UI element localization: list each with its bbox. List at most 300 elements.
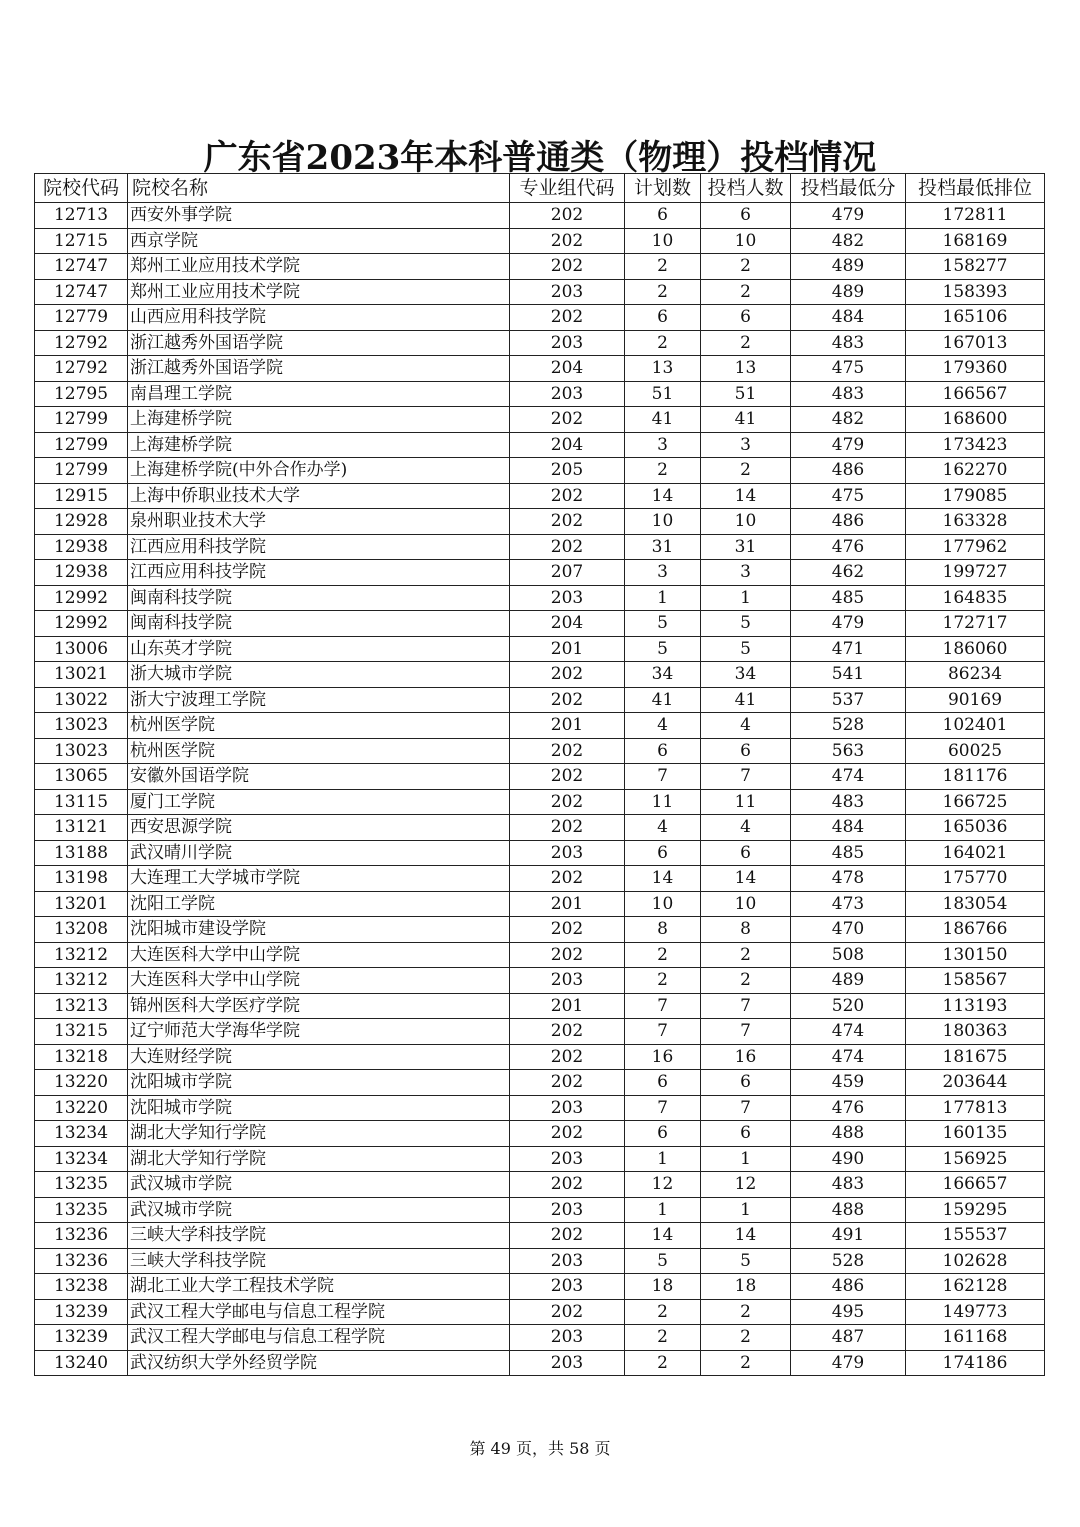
cell-min-score: 471 <box>791 636 906 662</box>
cell-name: 江西应用科技学院 <box>128 560 510 586</box>
col-header-plan: 计划数 <box>625 174 701 203</box>
table-row <box>35 636 1045 662</box>
cell-group: 202 <box>510 815 625 841</box>
col-header-min-rank: 投档最低排位 <box>906 174 1045 203</box>
cell-min-score: 528 <box>791 713 906 739</box>
cell-name: 江西应用科技学院 <box>128 534 510 560</box>
cell-name: 上海建桥学院 <box>128 407 510 433</box>
cell-min-rank: 186766 <box>906 917 1045 943</box>
cell-admitted: 7 <box>701 1095 791 1121</box>
cell-code: 12799 <box>35 458 128 484</box>
cell-code: 13240 <box>35 1350 128 1376</box>
cell-code: 13212 <box>35 968 128 994</box>
cell-min-score: 473 <box>791 891 906 917</box>
cell-min-rank: 168600 <box>906 407 1045 433</box>
cell-plan: 2 <box>625 1299 701 1325</box>
cell-min-score: 479 <box>791 203 906 229</box>
cell-name: 沈阳城市建设学院 <box>128 917 510 943</box>
cell-name: 南昌理工学院 <box>128 381 510 407</box>
cell-group: 201 <box>510 993 625 1019</box>
cell-name: 大连医科大学中山学院 <box>128 968 510 994</box>
cell-admitted: 2 <box>701 1299 791 1325</box>
cell-min-score: 486 <box>791 1274 906 1300</box>
cell-min-rank: 168169 <box>906 228 1045 254</box>
table-row <box>35 534 1045 560</box>
cell-admitted: 2 <box>701 942 791 968</box>
cell-group: 203 <box>510 330 625 356</box>
cell-admitted: 4 <box>701 713 791 739</box>
cell-code: 13234 <box>35 1146 128 1172</box>
cell-code: 13021 <box>35 662 128 688</box>
cell-group: 202 <box>510 942 625 968</box>
table-row <box>35 1248 1045 1274</box>
cell-min-rank: 113193 <box>906 993 1045 1019</box>
cell-admitted: 2 <box>701 968 791 994</box>
cell-min-score: 537 <box>791 687 906 713</box>
cell-group: 203 <box>510 381 625 407</box>
cell-code: 13208 <box>35 917 128 943</box>
cell-plan: 6 <box>625 1070 701 1096</box>
cell-group: 201 <box>510 713 625 739</box>
cell-admitted: 18 <box>701 1274 791 1300</box>
cell-name: 武汉工程大学邮电与信息工程学院 <box>128 1299 510 1325</box>
cell-admitted: 2 <box>701 330 791 356</box>
cell-group: 202 <box>510 1223 625 1249</box>
cell-code: 12795 <box>35 381 128 407</box>
table-row <box>35 407 1045 433</box>
cell-min-score: 488 <box>791 1121 906 1147</box>
table-row <box>35 1172 1045 1198</box>
cell-group: 203 <box>510 279 625 305</box>
col-header-admitted: 投档人数 <box>701 174 791 203</box>
col-header-min-score: 投档最低分 <box>791 174 906 203</box>
table-header-row <box>35 174 1045 203</box>
cell-name: 上海建桥学院 <box>128 432 510 458</box>
cell-plan: 18 <box>625 1274 701 1300</box>
cell-name: 大连理工大学城市学院 <box>128 866 510 892</box>
cell-plan: 16 <box>625 1044 701 1070</box>
cell-admitted: 2 <box>701 279 791 305</box>
cell-plan: 8 <box>625 917 701 943</box>
cell-admitted: 31 <box>701 534 791 560</box>
cell-min-score: 476 <box>791 534 906 560</box>
cell-min-score: 489 <box>791 254 906 280</box>
table-row <box>35 509 1045 535</box>
cell-name: 西安思源学院 <box>128 815 510 841</box>
cell-min-rank: 167013 <box>906 330 1045 356</box>
cell-code: 13220 <box>35 1070 128 1096</box>
table-row <box>35 1325 1045 1351</box>
cell-plan: 2 <box>625 330 701 356</box>
cell-group: 203 <box>510 1146 625 1172</box>
cell-admitted: 14 <box>701 866 791 892</box>
table-row <box>35 1019 1045 1045</box>
cell-group: 203 <box>510 1274 625 1300</box>
table-row <box>35 1121 1045 1147</box>
cell-plan: 2 <box>625 1325 701 1351</box>
cell-code: 12747 <box>35 254 128 280</box>
cell-admitted: 13 <box>701 356 791 382</box>
cell-min-score: 479 <box>791 432 906 458</box>
cell-admitted: 16 <box>701 1044 791 1070</box>
cell-name: 山西应用科技学院 <box>128 305 510 331</box>
cell-plan: 31 <box>625 534 701 560</box>
cell-plan: 5 <box>625 636 701 662</box>
cell-min-score: 474 <box>791 764 906 790</box>
cell-admitted: 6 <box>701 203 791 229</box>
cell-group: 201 <box>510 636 625 662</box>
cell-code: 12713 <box>35 203 128 229</box>
cell-min-score: 508 <box>791 942 906 968</box>
cell-min-rank: 172811 <box>906 203 1045 229</box>
cell-group: 202 <box>510 509 625 535</box>
cell-plan: 41 <box>625 407 701 433</box>
cell-plan: 41 <box>625 687 701 713</box>
cell-min-rank: 158567 <box>906 968 1045 994</box>
cell-min-rank: 162128 <box>906 1274 1045 1300</box>
cell-min-rank: 166657 <box>906 1172 1045 1198</box>
cell-plan: 7 <box>625 1095 701 1121</box>
cell-min-rank: 180363 <box>906 1019 1045 1045</box>
cell-min-rank: 60025 <box>906 738 1045 764</box>
cell-min-score: 479 <box>791 611 906 637</box>
cell-admitted: 3 <box>701 432 791 458</box>
cell-code: 12799 <box>35 432 128 458</box>
cell-plan: 10 <box>625 509 701 535</box>
table-row <box>35 815 1045 841</box>
cell-code: 13188 <box>35 840 128 866</box>
cell-plan: 2 <box>625 458 701 484</box>
cell-admitted: 2 <box>701 254 791 280</box>
cell-name: 杭州医学院 <box>128 738 510 764</box>
cell-admitted: 41 <box>701 407 791 433</box>
cell-code: 13220 <box>35 1095 128 1121</box>
cell-plan: 51 <box>625 381 701 407</box>
cell-name: 辽宁师范大学海华学院 <box>128 1019 510 1045</box>
cell-code: 13236 <box>35 1223 128 1249</box>
table-row <box>35 1044 1045 1070</box>
cell-name: 沈阳城市学院 <box>128 1095 510 1121</box>
cell-min-score: 482 <box>791 228 906 254</box>
cell-min-rank: 181675 <box>906 1044 1045 1070</box>
cell-code: 13238 <box>35 1274 128 1300</box>
cell-min-score: 486 <box>791 509 906 535</box>
cell-name: 武汉城市学院 <box>128 1172 510 1198</box>
cell-plan: 3 <box>625 560 701 586</box>
cell-plan: 13 <box>625 356 701 382</box>
cell-min-score: 484 <box>791 815 906 841</box>
cell-min-score: 483 <box>791 381 906 407</box>
cell-min-rank: 158393 <box>906 279 1045 305</box>
cell-group: 202 <box>510 483 625 509</box>
cell-admitted: 6 <box>701 305 791 331</box>
cell-min-rank: 86234 <box>906 662 1045 688</box>
cell-min-score: 483 <box>791 789 906 815</box>
cell-min-score: 479 <box>791 1350 906 1376</box>
cell-code: 13212 <box>35 942 128 968</box>
table-row <box>35 228 1045 254</box>
cell-name: 郑州工业应用技术学院 <box>128 254 510 280</box>
cell-code: 13218 <box>35 1044 128 1070</box>
table-row <box>35 993 1045 1019</box>
cell-min-score: 483 <box>791 1172 906 1198</box>
cell-code: 13213 <box>35 993 128 1019</box>
cell-code: 12715 <box>35 228 128 254</box>
cell-plan: 1 <box>625 585 701 611</box>
cell-plan: 14 <box>625 483 701 509</box>
cell-name: 浙江越秀外国语学院 <box>128 330 510 356</box>
cell-min-score: 474 <box>791 1019 906 1045</box>
table-row <box>35 1274 1045 1300</box>
cell-min-rank: 166725 <box>906 789 1045 815</box>
cell-code: 12747 <box>35 279 128 305</box>
admission-table <box>34 173 1045 1376</box>
cell-min-rank: 162270 <box>906 458 1045 484</box>
cell-group: 202 <box>510 866 625 892</box>
cell-admitted: 11 <box>701 789 791 815</box>
cell-plan: 6 <box>625 738 701 764</box>
cell-admitted: 41 <box>701 687 791 713</box>
cell-min-score: 478 <box>791 866 906 892</box>
cell-code: 12799 <box>35 407 128 433</box>
cell-plan: 4 <box>625 815 701 841</box>
cell-name: 武汉晴川学院 <box>128 840 510 866</box>
cell-min-score: 485 <box>791 840 906 866</box>
cell-min-rank: 102401 <box>906 713 1045 739</box>
cell-group: 204 <box>510 432 625 458</box>
cell-group: 202 <box>510 789 625 815</box>
cell-min-score: 482 <box>791 407 906 433</box>
cell-min-rank: 181176 <box>906 764 1045 790</box>
cell-name: 武汉工程大学邮电与信息工程学院 <box>128 1325 510 1351</box>
table-row <box>35 738 1045 764</box>
cell-min-rank: 174186 <box>906 1350 1045 1376</box>
cell-group: 202 <box>510 687 625 713</box>
cell-plan: 14 <box>625 1223 701 1249</box>
cell-name: 上海中侨职业技术大学 <box>128 483 510 509</box>
cell-plan: 4 <box>625 713 701 739</box>
table-row <box>35 866 1045 892</box>
cell-code: 13215 <box>35 1019 128 1045</box>
cell-min-rank: 177962 <box>906 534 1045 560</box>
table-row <box>35 585 1045 611</box>
cell-code: 12792 <box>35 356 128 382</box>
cell-name: 三峡大学科技学院 <box>128 1223 510 1249</box>
cell-group: 202 <box>510 738 625 764</box>
cell-name: 湖北工业大学工程技术学院 <box>128 1274 510 1300</box>
table-row <box>35 1070 1045 1096</box>
table-row <box>35 1223 1045 1249</box>
cell-min-score: 475 <box>791 356 906 382</box>
cell-admitted: 6 <box>701 738 791 764</box>
cell-name: 武汉城市学院 <box>128 1197 510 1223</box>
cell-min-score: 528 <box>791 1248 906 1274</box>
cell-name: 安徽外国语学院 <box>128 764 510 790</box>
table-row <box>35 279 1045 305</box>
cell-min-rank: 175770 <box>906 866 1045 892</box>
cell-min-rank: 160135 <box>906 1121 1045 1147</box>
cell-admitted: 4 <box>701 815 791 841</box>
cell-min-rank: 172717 <box>906 611 1045 637</box>
cell-code: 12992 <box>35 611 128 637</box>
col-header-group: 专业组代码 <box>510 174 625 203</box>
cell-min-rank: 156925 <box>906 1146 1045 1172</box>
cell-group: 202 <box>510 407 625 433</box>
cell-name: 泉州职业技术大学 <box>128 509 510 535</box>
cell-plan: 6 <box>625 305 701 331</box>
cell-code: 13239 <box>35 1299 128 1325</box>
cell-admitted: 5 <box>701 1248 791 1274</box>
cell-plan: 14 <box>625 866 701 892</box>
page-title: 广东省2023年本科普通类（物理）投档情况 <box>203 138 877 178</box>
cell-min-rank: 179085 <box>906 483 1045 509</box>
cell-min-score: 483 <box>791 330 906 356</box>
cell-min-rank: 186060 <box>906 636 1045 662</box>
cell-code: 13006 <box>35 636 128 662</box>
cell-name: 大连医科大学中山学院 <box>128 942 510 968</box>
cell-min-score: 476 <box>791 1095 906 1121</box>
cell-min-score: 484 <box>791 305 906 331</box>
cell-plan: 10 <box>625 228 701 254</box>
cell-group: 202 <box>510 1070 625 1096</box>
cell-min-rank: 102628 <box>906 1248 1045 1274</box>
cell-code: 13201 <box>35 891 128 917</box>
cell-group: 201 <box>510 891 625 917</box>
cell-group: 202 <box>510 1044 625 1070</box>
cell-name: 上海建桥学院(中外合作办学) <box>128 458 510 484</box>
cell-group: 202 <box>510 228 625 254</box>
cell-name: 闽南科技学院 <box>128 611 510 637</box>
cell-admitted: 51 <box>701 381 791 407</box>
cell-admitted: 5 <box>701 636 791 662</box>
table-row <box>35 968 1045 994</box>
table-row <box>35 381 1045 407</box>
cell-group: 203 <box>510 585 625 611</box>
table-row <box>35 305 1045 331</box>
cell-min-score: 489 <box>791 968 906 994</box>
cell-admitted: 2 <box>701 1350 791 1376</box>
cell-admitted: 10 <box>701 509 791 535</box>
page-footer: 第 49 页，共 58 页 <box>469 1439 611 1458</box>
cell-plan: 7 <box>625 993 701 1019</box>
cell-group: 205 <box>510 458 625 484</box>
cell-admitted: 34 <box>701 662 791 688</box>
cell-min-rank: 173423 <box>906 432 1045 458</box>
table-row <box>35 1095 1045 1121</box>
cell-admitted: 10 <box>701 228 791 254</box>
cell-plan: 5 <box>625 1248 701 1274</box>
cell-code: 13023 <box>35 713 128 739</box>
table-row <box>35 1299 1045 1325</box>
cell-min-score: 487 <box>791 1325 906 1351</box>
cell-plan: 2 <box>625 1350 701 1376</box>
cell-min-rank: 164021 <box>906 840 1045 866</box>
cell-code: 13198 <box>35 866 128 892</box>
cell-min-rank: 177813 <box>906 1095 1045 1121</box>
table-row <box>35 840 1045 866</box>
cell-code: 13239 <box>35 1325 128 1351</box>
cell-plan: 1 <box>625 1146 701 1172</box>
cell-group: 202 <box>510 1299 625 1325</box>
cell-group: 203 <box>510 1325 625 1351</box>
cell-group: 203 <box>510 1248 625 1274</box>
cell-code: 12938 <box>35 534 128 560</box>
cell-group: 203 <box>510 968 625 994</box>
cell-min-rank: 158277 <box>906 254 1045 280</box>
cell-min-rank: 199727 <box>906 560 1045 586</box>
cell-name: 武汉纺织大学外经贸学院 <box>128 1350 510 1376</box>
cell-min-score: 488 <box>791 1197 906 1223</box>
table-row <box>35 891 1045 917</box>
cell-admitted: 5 <box>701 611 791 637</box>
cell-plan: 1 <box>625 1197 701 1223</box>
cell-min-rank: 203644 <box>906 1070 1045 1096</box>
cell-admitted: 6 <box>701 1070 791 1096</box>
cell-min-score: 462 <box>791 560 906 586</box>
cell-min-score: 470 <box>791 917 906 943</box>
cell-name: 杭州医学院 <box>128 713 510 739</box>
cell-admitted: 14 <box>701 483 791 509</box>
col-header-code: 院校代码 <box>35 174 128 203</box>
cell-code: 13236 <box>35 1248 128 1274</box>
cell-group: 207 <box>510 560 625 586</box>
cell-min-score: 486 <box>791 458 906 484</box>
cell-group: 202 <box>510 917 625 943</box>
cell-name: 锦州医科大学医疗学院 <box>128 993 510 1019</box>
cell-admitted: 3 <box>701 560 791 586</box>
cell-admitted: 12 <box>701 1172 791 1198</box>
cell-admitted: 2 <box>701 458 791 484</box>
cell-admitted: 1 <box>701 585 791 611</box>
table-row <box>35 942 1045 968</box>
cell-plan: 6 <box>625 203 701 229</box>
cell-name: 山东英才学院 <box>128 636 510 662</box>
cell-admitted: 14 <box>701 1223 791 1249</box>
cell-group: 202 <box>510 1019 625 1045</box>
cell-group: 203 <box>510 1350 625 1376</box>
cell-name: 浙大宁波理工学院 <box>128 687 510 713</box>
cell-group: 202 <box>510 534 625 560</box>
cell-group: 202 <box>510 254 625 280</box>
cell-plan: 5 <box>625 611 701 637</box>
cell-plan: 2 <box>625 254 701 280</box>
cell-plan: 34 <box>625 662 701 688</box>
cell-group: 202 <box>510 764 625 790</box>
cell-code: 13115 <box>35 789 128 815</box>
table-row <box>35 560 1045 586</box>
cell-name: 厦门工学院 <box>128 789 510 815</box>
table-row <box>35 254 1045 280</box>
cell-admitted: 6 <box>701 840 791 866</box>
cell-plan: 2 <box>625 942 701 968</box>
table-row <box>35 432 1045 458</box>
cell-min-score: 459 <box>791 1070 906 1096</box>
table-row <box>35 330 1045 356</box>
cell-name: 浙大城市学院 <box>128 662 510 688</box>
cell-name: 沈阳城市学院 <box>128 1070 510 1096</box>
table-row <box>35 917 1045 943</box>
cell-code: 12792 <box>35 330 128 356</box>
cell-min-score: 489 <box>791 279 906 305</box>
cell-min-rank: 130150 <box>906 942 1045 968</box>
cell-code: 13022 <box>35 687 128 713</box>
cell-code: 12928 <box>35 509 128 535</box>
cell-plan: 7 <box>625 1019 701 1045</box>
cell-group: 202 <box>510 1172 625 1198</box>
cell-plan: 2 <box>625 279 701 305</box>
cell-code: 13023 <box>35 738 128 764</box>
cell-group: 204 <box>510 356 625 382</box>
